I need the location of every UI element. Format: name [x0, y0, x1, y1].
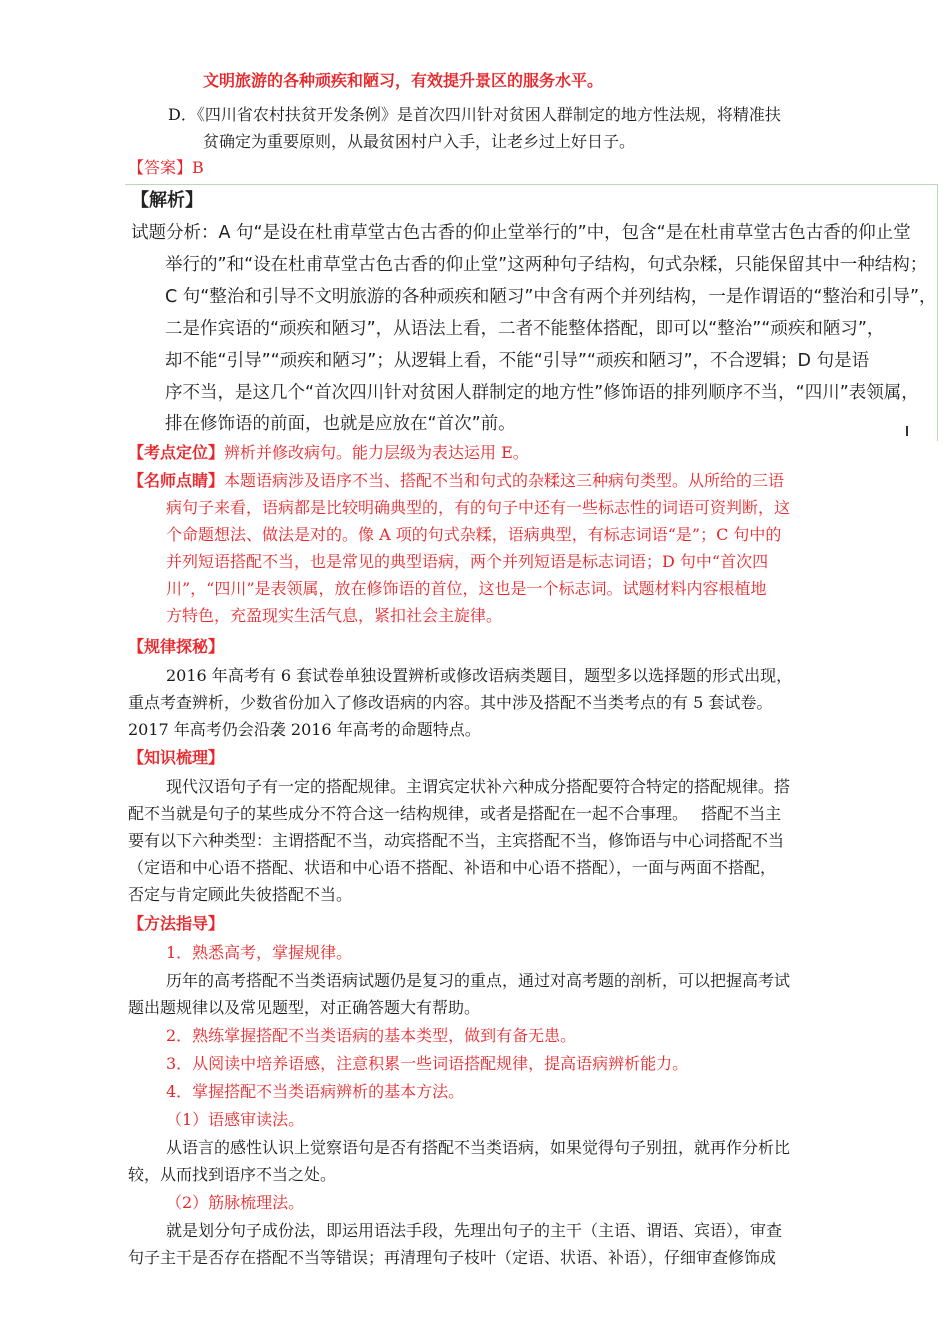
guilv-line-3: 2017 年高考仍会沿袭 2016 年高考的命题特点。	[128, 720, 481, 739]
fangfa-m2-line-2: 句子主干是否存在搭配不当等错误；再清理句子枝叶（定语、状语、补语），仔细审查修饰成	[128, 1248, 777, 1267]
mingshi-line-2: 病句子来看，语病都是比较明确典型的，有的句子中还有一些标志性的词语可资判断，这	[166, 498, 791, 517]
top-red-line: 文明旅游的各种顽疾和陋习，有效提升景区的服务水平。	[203, 71, 604, 90]
zhishi-line-3: 要有以下六种类型：主谓搭配不当，动宾搭配不当，主宾搭配不当，修饰语与中心词搭配不当	[128, 831, 785, 850]
answer-row	[128, 157, 204, 179]
answer-label: 【答案】	[128, 158, 193, 177]
fangfa-point-3: 3．从阅读中培养语感，注意积累一些词语搭配规律，提高语病辨析能力。	[166, 1054, 689, 1073]
fangfa-p1-line-2: 题出题规律以及常见题型，对正确答题大有帮助。	[128, 998, 481, 1017]
fangfa-point-2: 2．熟练掌握搭配不当类语病的基本类型，做到有备无患。	[166, 1026, 577, 1045]
mingshi-line-1: 本题语病涉及语序不当、搭配不当和句式的杂糅这三种病句类型。从所给的三语	[224, 471, 785, 490]
fangfa-method-1: （1）语感审读法。	[166, 1110, 305, 1129]
analysis-line-6: 序不当，是这几个“首次四川针对贫困人群制定的地方性”修饰语的排列顺序不当，“四川”表领属，	[165, 383, 919, 403]
analysis-line-3: C 句“整治和引导不文明旅游的各种顽疾和陋习”中含有两个并列结构，一是作谓语的“整治和引导”，	[165, 287, 937, 307]
zhishi-label: 【知识梳理】	[128, 748, 225, 767]
fangfa-point-4: 4．掌握搭配不当类语病辨析的基本方法。	[166, 1082, 465, 1101]
guilv-line-1: 2016 年高考有 6 套试卷单独设置辨析或修改语病类题目，题型多以选择题的形式出现，	[166, 666, 793, 685]
option-d-line-2: 贫确定为重要原则，从最贫困村户入手，让老乡过上好日子。	[203, 132, 636, 151]
mingshi-line-3: 个命题想法、做法是对的。像 A 项的句式杂糅，语病典型，有标志词语“是”；C 句中的	[166, 525, 782, 544]
analysis-line-5: 却不能“引导”“顽疾和陋习”；从逻辑上看，不能“引导”“顽疾和陋习”，不合逻辑；D 句是语	[165, 351, 870, 371]
analysis-line-4: 二是作宾语的“顽疾和陋习”，从语法上看，二者不能整体搭配，即可以“整治”“顽疾和陋习”，	[165, 319, 885, 339]
cursor-mark	[906, 426, 908, 436]
mingshi-line-5: 川”，“四川”是表领属，放在修饰语的首位，这也是一个标志词。试题材料内容根植地	[166, 579, 767, 598]
fangfa-m1-line-2: 较，从而找到语序不当之处。	[128, 1165, 337, 1184]
answer-value: B	[192, 158, 204, 177]
analysis-line-2: 举行的”和“设在杜甫草堂古色古香的仰止堂”这两种句子结构，句式杂糅，只能保留其中一种结构；	[165, 255, 928, 275]
zhishi-line-1: 现代汉语句子有一定的搭配规律。主谓宾定状补六种成分搭配要符合特定的搭配规律。搭	[166, 777, 791, 796]
guilv-label: 【规律探秘】	[128, 637, 225, 656]
mingshi-line-6: 方特色，充盈现实生活气息，紧扣社会主旋律。	[166, 606, 503, 625]
mingshi-label: 【名师点睛】	[128, 471, 225, 490]
mingshi-line-4: 并列短语搭配不当，也是常见的典型语病，两个并列短语是标志词语；D 句中“首次四	[166, 552, 769, 571]
guilv-line-2: 重点考查辨析，少数省份加入了修改语病的内容。其中涉及搭配不当类考点的有 5 套试卷。	[128, 693, 773, 712]
analysis-title: 【解析】	[131, 190, 203, 211]
analysis-line-1: 试题分析：A 句“是设在杜甫草堂古色古香的仰止堂举行的”中，包含“是在杜甫草堂古色古香的仰止堂	[131, 223, 911, 243]
fangfa-point-1: 1．熟悉高考，掌握规律。	[166, 943, 353, 962]
fangfa-label: 【方法指导】	[128, 914, 225, 933]
fangfa-p1-line-1: 历年的高考搭配不当类语病试题仍是复习的重点，通过对高考题的剖析，可以把握高考试	[166, 971, 791, 990]
mingshi-row	[128, 470, 784, 492]
zhishi-line-2: 配不当就是句子的某些成分不符合这一结构规律，或者是搭配在一起不合事理。 搭配不当主	[128, 804, 782, 823]
option-d-line-1: D．《四川省农村扶贫开发条例》是首次四川针对贫困人群制定的地方性法规，将精准扶	[168, 105, 781, 124]
fangfa-method-2: （2）筋脉梳理法。	[166, 1193, 305, 1212]
analysis-line-7: 排在修饰语的前面，也就是应放在“首次”前。	[165, 414, 516, 434]
kaodian-row	[128, 442, 529, 464]
fangfa-m1-line-1: 从语言的感性认识上觉察语句是否有搭配不当类语病，如果觉得句子别扭，就再作分析比	[166, 1138, 791, 1157]
zhishi-line-4: （定语和中心语不搭配、状语和中心语不搭配、补语和中心语不搭配），一面与两面不搭配，	[128, 858, 777, 877]
kaodian-text: 辨析并修改病句。能力层级为表达运用 E。	[224, 443, 529, 462]
zhishi-line-5: 否定与肯定顾此失彼搭配不当。	[128, 885, 353, 904]
kaodian-label: 【考点定位】	[128, 443, 225, 462]
fangfa-m2-line-1: 就是划分句子成份法，即运用语法手段，先理出句子的主干（主语、谓语、宾语），审查	[166, 1221, 783, 1240]
